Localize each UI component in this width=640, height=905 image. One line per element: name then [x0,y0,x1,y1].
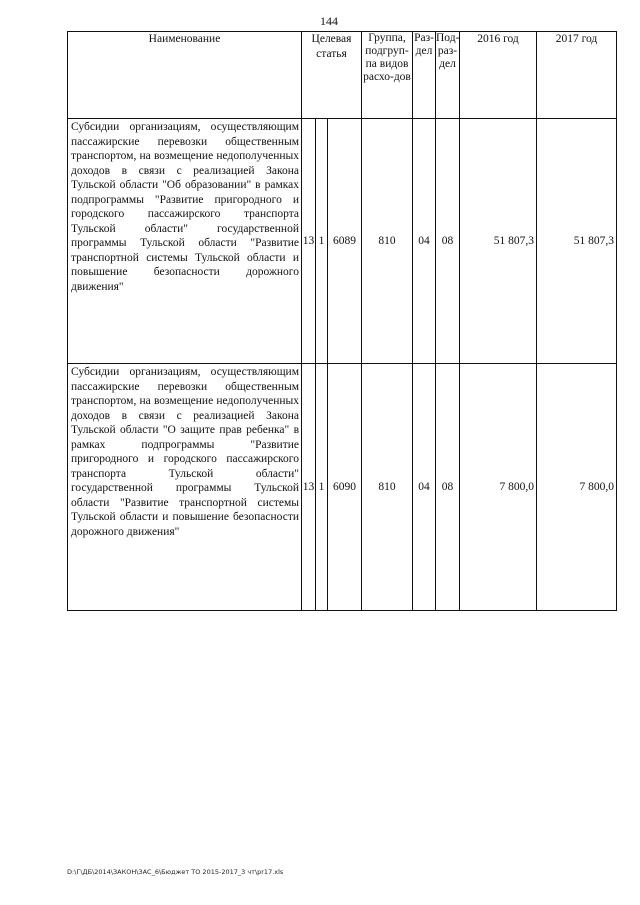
header-year-2016: 2016 год [460,32,537,119]
header-section: Раз-дел [413,32,436,119]
row-subsection: 08 [436,119,460,364]
row-amount-2017: 51 807,3 [537,119,617,364]
row-target-subprogram: 1 [316,119,328,364]
row-amount-2017: 7 800,0 [537,364,617,611]
row-expense-group: 810 [362,119,413,364]
row-section: 04 [413,119,436,364]
budget-table [67,31,617,611]
table-row [68,119,617,364]
table-row [68,364,617,611]
row-target-program: 13 [302,364,316,611]
row-amount-2016: 7 800,0 [460,364,537,611]
table-header-row [68,32,617,119]
row-target-program: 13 [302,119,316,364]
header-target-article: Целевая статья [302,32,362,119]
row-subsection: 08 [436,364,460,611]
row-section: 04 [413,364,436,611]
header-name: Наименование [68,32,302,119]
page-number: 144 [320,14,338,28]
file-path-footer: D:\Г\ДБ\2014\ЗАКОН\ЗАС_6\Бюджет ТО 2015-2017_3 чт\pr17.xls [67,868,284,876]
row-target-code: 6089 [328,119,362,364]
row-name: Субсидии организациям, осуществляющим пассажирские перевозки общественным транспортом, на возмещение недополученных доходов в связи с реализацией Закона Тульской области "Об образовании" в рамках подпрограммы "Развитие пригородного и городского пассажирского транспорта Тульской области" государственной программы Тульской области "Развитие транспортной системы Тульской области и повышение безопасности дорожного движения" [68,119,302,364]
row-expense-group: 810 [362,364,413,611]
row-target-subprogram: 1 [316,364,328,611]
row-target-code: 6090 [328,364,362,611]
header-subsection: Под-раз-дел [436,32,460,119]
row-name: Субсидии организациям, осуществляющим пассажирские перевозки общественным транспортом, на возмещение недополученных доходов в связи с реализацией Закона Тульской области "О защите прав ребенка" в рамках подпрограммы "Развитие пригородного и городского пассажирского транспорта Тульской области" государственной программы Тульской области "Развитие транспортной системы Тульской области и повышение безопасности дорожного движения" [68,364,302,611]
header-expense-group: Группа, подгруп-па видов расхо-дов [362,32,413,119]
header-year-2017: 2017 год [537,32,617,119]
row-amount-2016: 51 807,3 [460,119,537,364]
